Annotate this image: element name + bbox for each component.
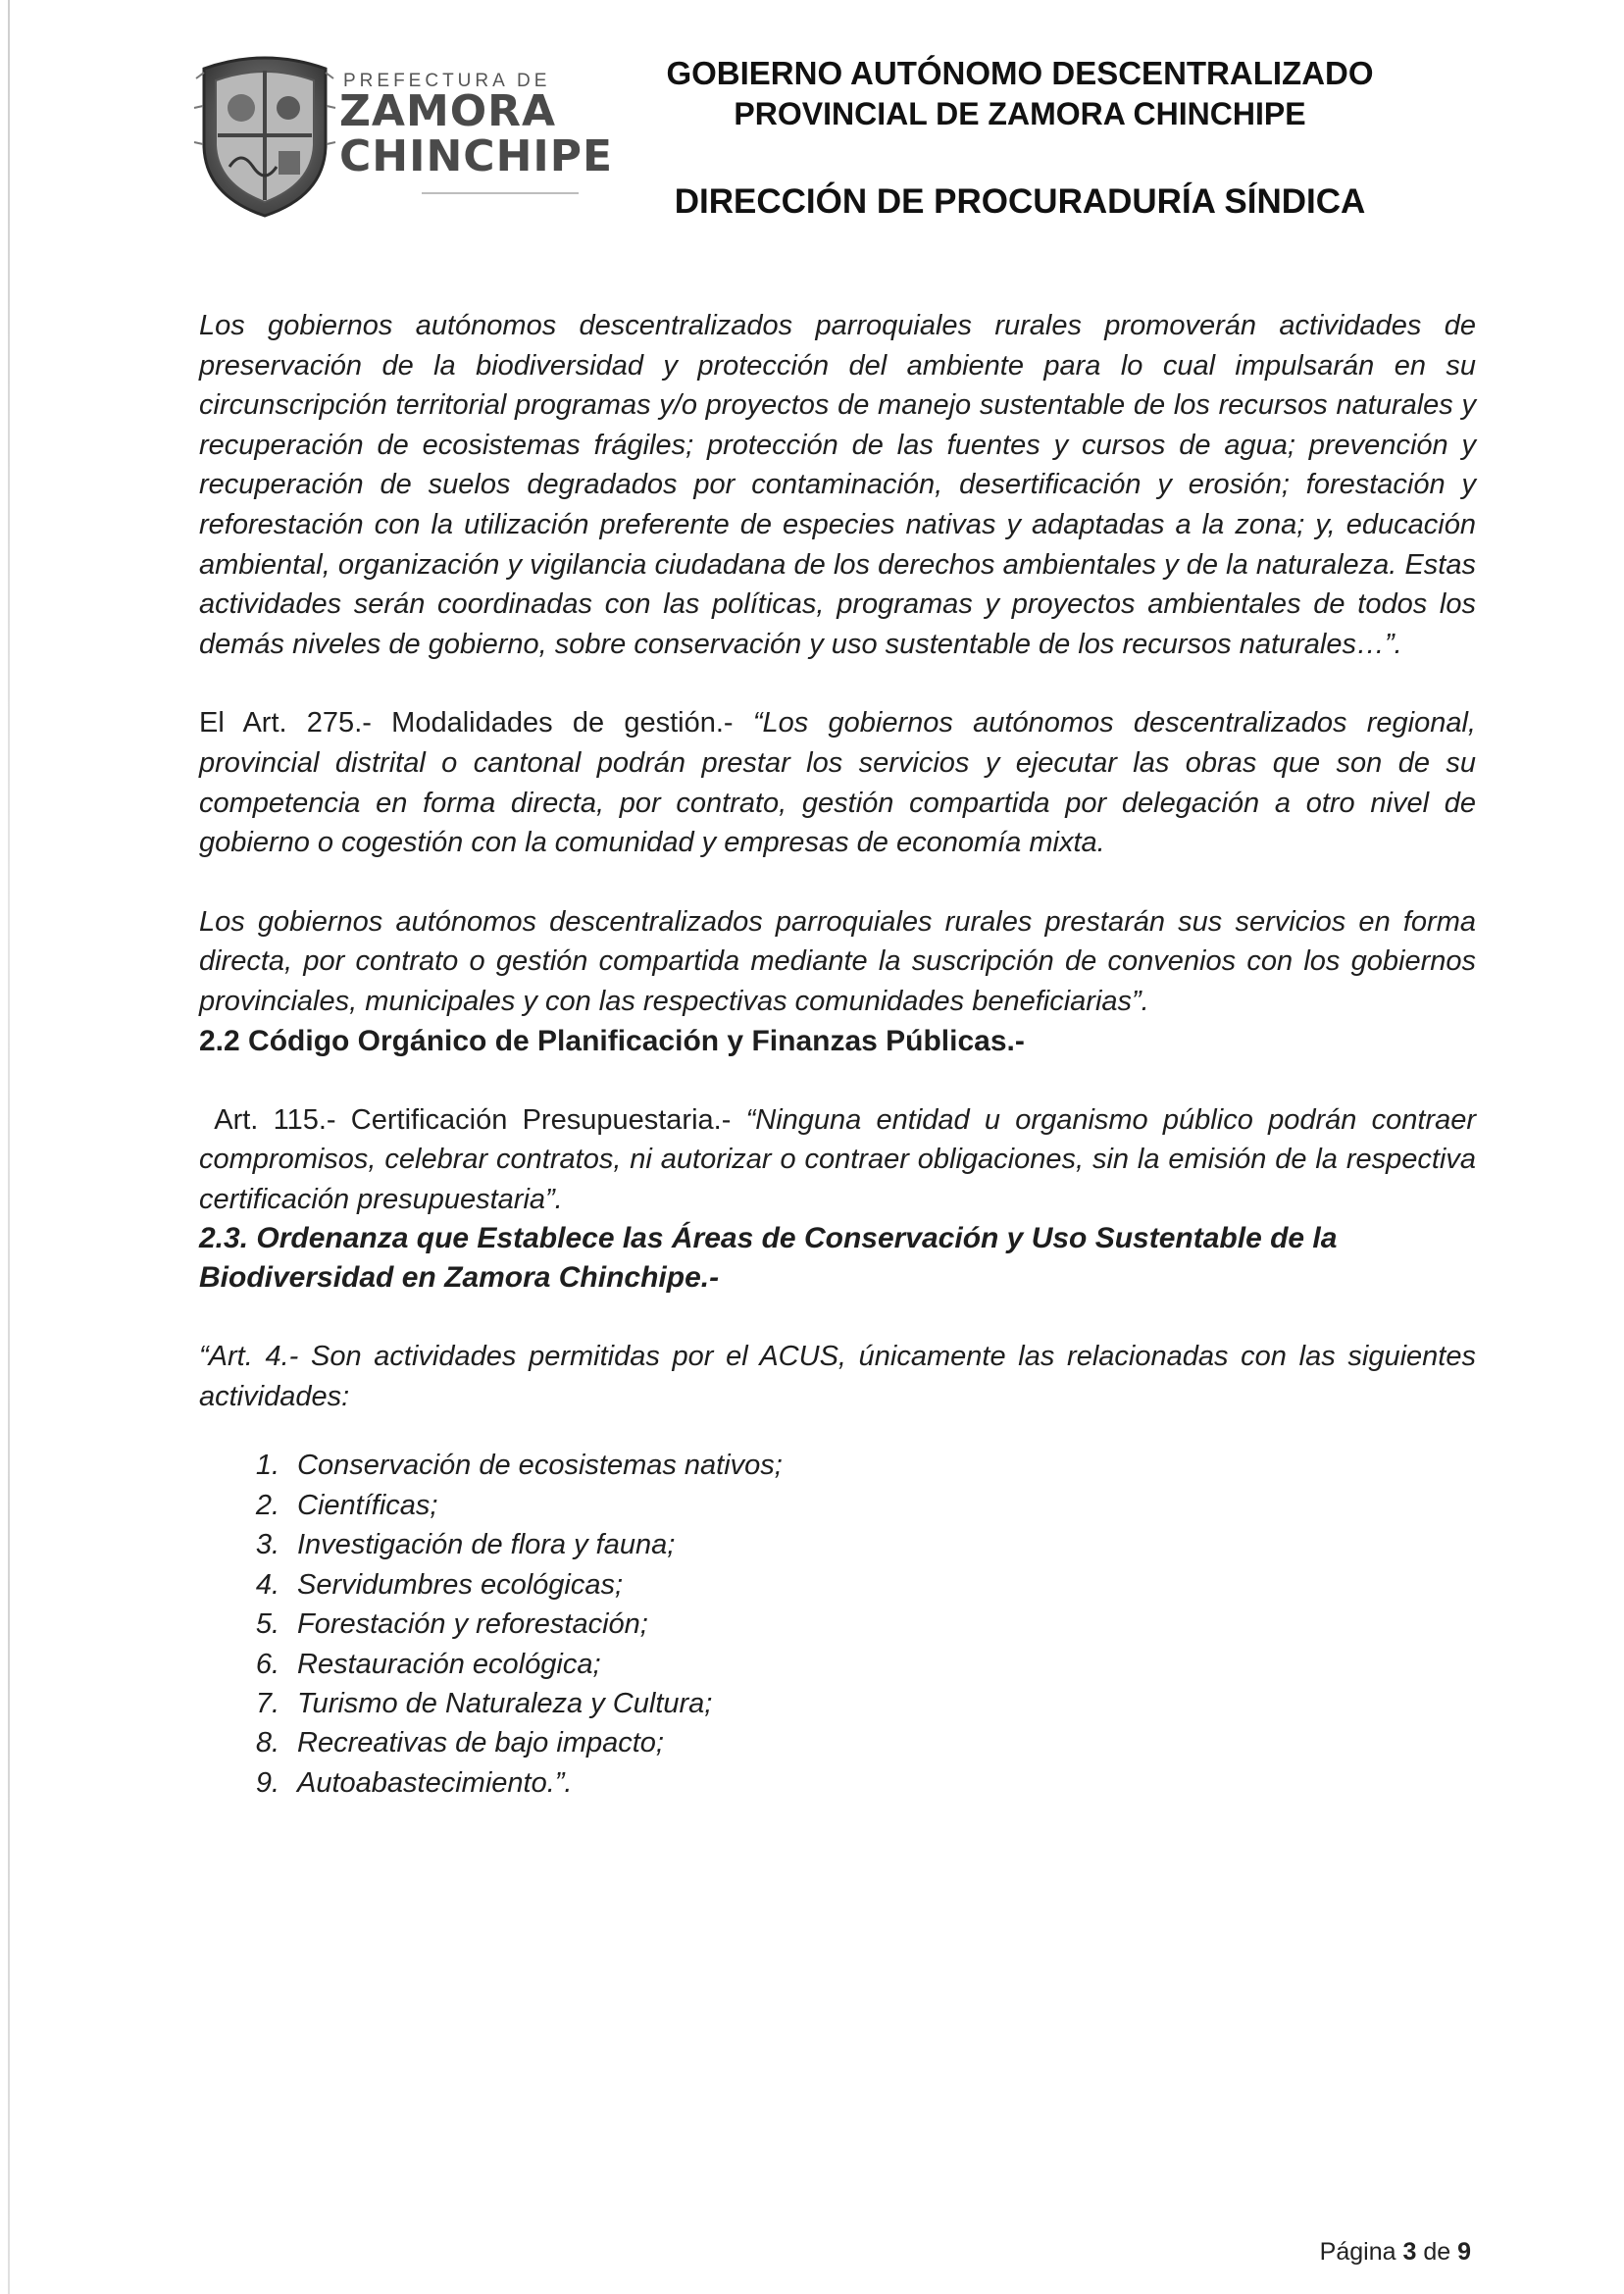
logo-name-line2: CHINCHIPE <box>339 131 614 181</box>
paragraph-art-4: “Art. 4.- Son actividades permitidas por el ACUS, únicamente las relacionadas con las siguientes actividades: <box>199 1341 1476 1412</box>
art-275-lead: El Art. 275.- Modalidades de gestión.- <box>199 707 753 739</box>
list-item <box>199 1486 1476 1525</box>
logo-prefix-text: PREFECTURA DE <box>343 71 551 91</box>
list-item-text: Forestación y reforestación; <box>297 1608 648 1641</box>
list-item <box>199 1446 1476 1485</box>
list-item-number: 7. <box>255 1687 279 1719</box>
art-115-text: “Ninguna entidad u organismo público podrán contraer compromisos, celebrar contratos, ni autorizar o contraer obligaciones, sin la emisión de la respectiva certificación presupuestaria”. <box>199 1103 1476 1215</box>
list-item-text: Autoabastecimiento.”. <box>297 1766 573 1799</box>
list-item-text: Investigación de flora y fauna; <box>297 1529 676 1561</box>
prefecture-logo <box>186 49 614 221</box>
header-department: DIRECCIÓN DE PROCURADURÍA SÍNDICA <box>674 182 1366 221</box>
prefecture-seal-icon <box>186 49 343 221</box>
list-item-text: Recreativas de bajo impacto; <box>297 1727 664 1759</box>
page-current: 3 <box>1402 2238 1417 2266</box>
list-item-text: Servidumbres ecológicas; <box>297 1568 624 1601</box>
art-115-lead: Art. 115.- Certificación Presupuestaria.- <box>214 1103 746 1136</box>
list-item-number: 4. <box>255 1568 279 1601</box>
list-item <box>199 1565 1476 1605</box>
list-item-number: 5. <box>255 1608 279 1641</box>
paragraph-art-115 <box>199 1100 1476 1220</box>
document-body <box>199 306 1476 1803</box>
list-item-text: Conservación de ecosistemas nativos; <box>297 1450 783 1482</box>
list-item <box>199 1723 1476 1762</box>
page-word: Página <box>1319 2238 1396 2266</box>
heading-2-3: 2.3. Ordenanza que Establece las Áreas de Conservación y Uso Sustentable de la Biodiversidad en Zamora Chinchipe.- <box>199 1222 1338 1295</box>
list-item <box>199 1605 1476 1644</box>
list-item-number: 6. <box>255 1648 279 1680</box>
logo-name-line1: ZAMORA <box>339 86 557 136</box>
header-title-line2: PROVINCIAL DE ZAMORA CHINCHIPE <box>734 96 1306 131</box>
page-number <box>1320 2238 1471 2267</box>
list-item-number: 3. <box>255 1529 279 1561</box>
header-title-line1: GOBIERNO AUTÓNOMO DESCENTRALIZADO <box>666 55 1374 91</box>
list-item <box>199 1525 1476 1564</box>
list-item-number: 9. <box>255 1766 279 1799</box>
list-item-text: Turismo de Naturaleza y Cultura; <box>297 1687 713 1719</box>
list-item <box>199 1763 1476 1803</box>
paragraph-parroquiales-servicios: Los gobiernos autónomos descentralizados parroquiales rurales prestarán sus servicios en forma directa, por contrato o gestión compartida mediante la suscripción de convenios con los gobiernos provinciales, municipales y con las respectivas comunidades beneficiarias”. <box>199 905 1476 1017</box>
list-item-text: Científicas; <box>297 1489 438 1521</box>
paragraph-art-275 <box>199 703 1476 862</box>
list-item-number: 8. <box>255 1727 279 1759</box>
list-item-number: 2. <box>255 1489 279 1521</box>
page-total: 9 <box>1457 2238 1471 2266</box>
logo-underline <box>422 192 579 194</box>
list-item <box>199 1684 1476 1723</box>
heading-2-2: 2.2 Código Orgánico de Planificación y Finanzas Públicas.- <box>199 1024 1025 1057</box>
art-275-text: “Los gobiernos autónomos descentralizados regional, provincial distrital o cantonal podrán prestar los servicios y ejecutar las obras que son de su competencia en forma directa, por contrato, gestión compartida por delegación a otro nivel de gobierno o cogestión con la comunidad y empresas de economía mixta. <box>199 707 1476 859</box>
paragraph-parroquiales-ambiente: Los gobiernos autónomos descentralizados parroquiales rurales promoverán actividades de preservación de la biodiversidad y protección del ambiente para lo cual impulsarán en su circunscripción territorial programas y/o proyectos de manejo sustentable de los recursos naturales y recuperación de ecosistemas frágiles; protección de las fuentes y cursos de agua; prevención y recuperación de suelos degradados por contaminación, desertificación y erosión; forestación y reforestación con la utilización preferente de especies nativas y adaptadas a la zona; y, educación ambiental, organización y vigilancia ciudadana de los derechos ambientales y de la naturaleza. Estas actividades serán coordinadas con las políticas, programas y proyectos ambientales de todos los demás niveles de gobierno, sobre conservación y uso sustentable de los recursos naturales…”. <box>199 310 1476 660</box>
page-of: de <box>1423 2238 1451 2266</box>
list-item <box>199 1645 1476 1684</box>
activities-list <box>199 1446 1476 1803</box>
list-item-text: Restauración ecológica; <box>297 1648 601 1680</box>
list-item-number: 1. <box>255 1450 279 1482</box>
scan-edge-line <box>8 0 10 2294</box>
